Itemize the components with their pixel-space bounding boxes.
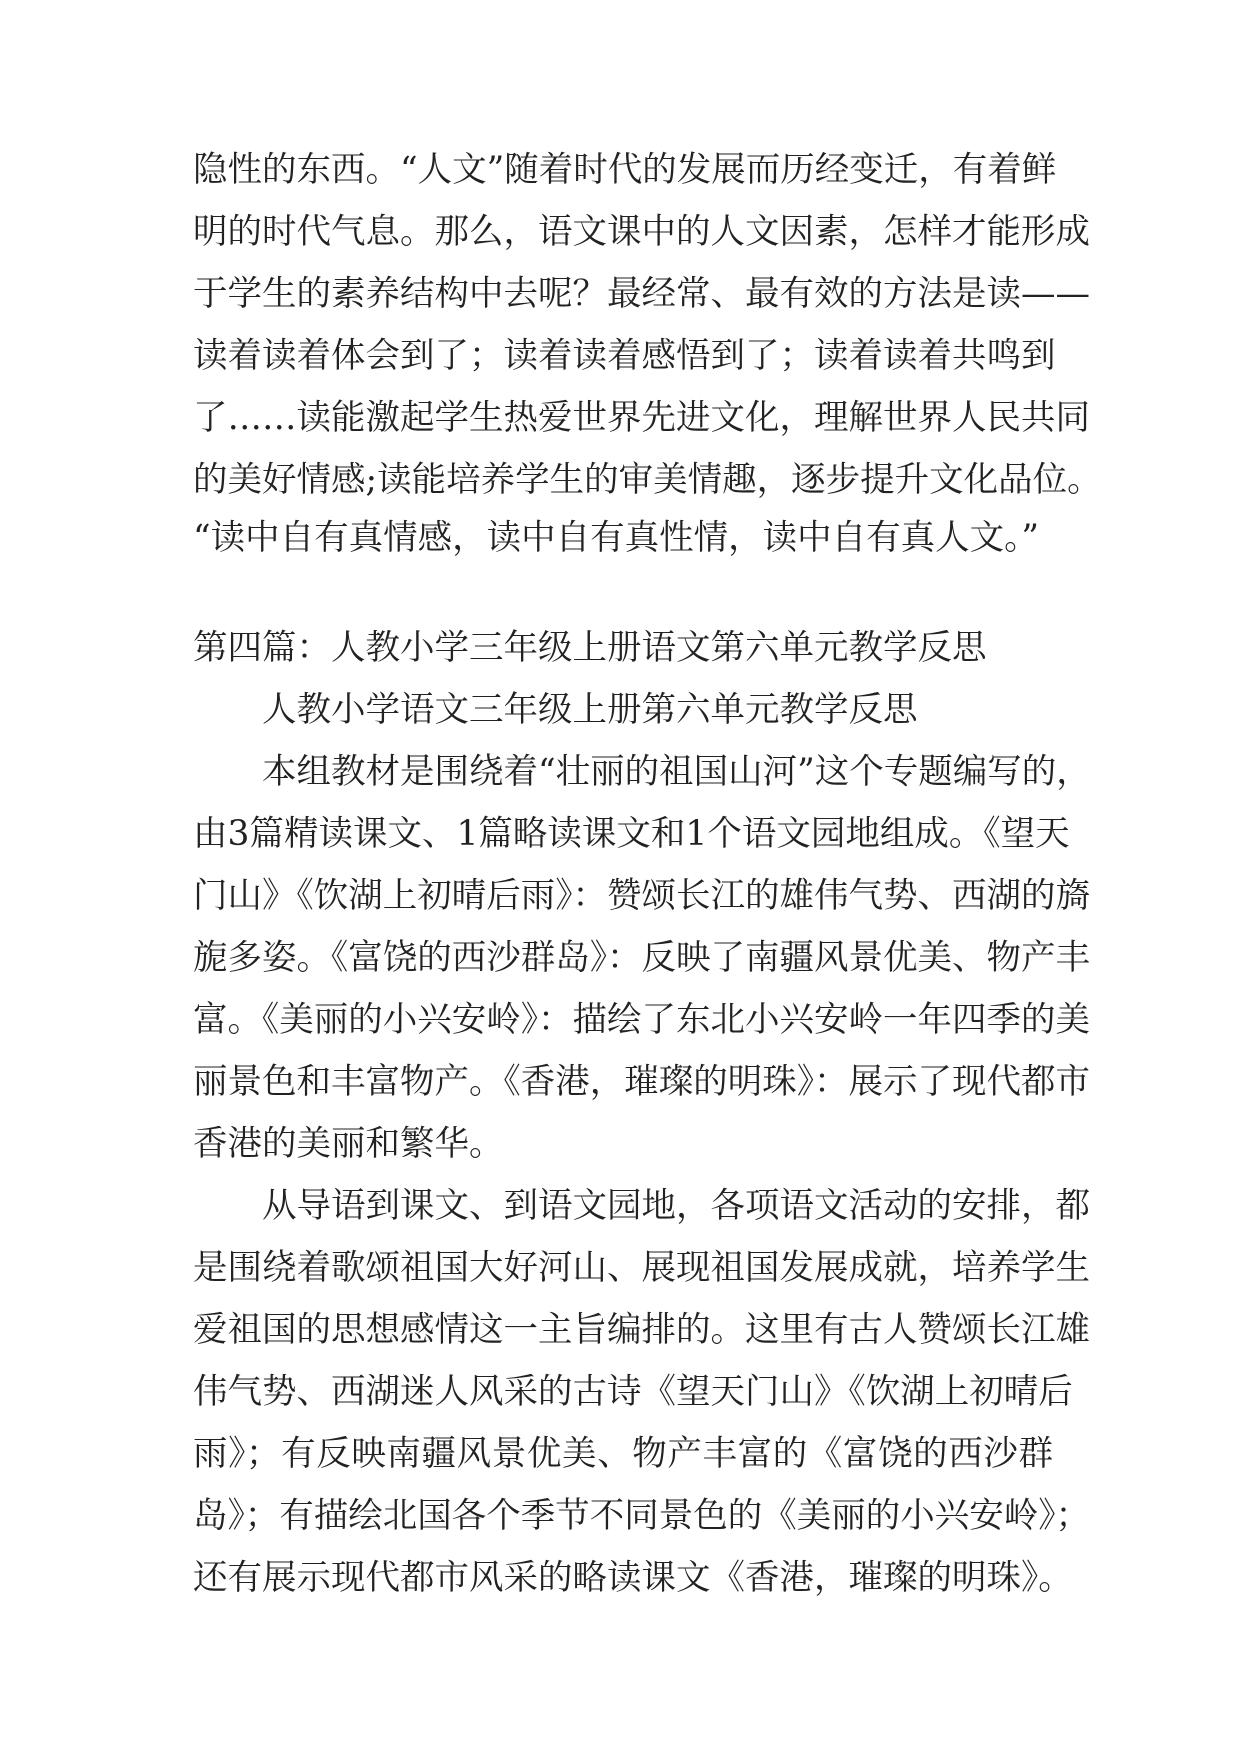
body-text-line: 富。《美丽的小兴安岭》：描绘了东北小兴安岭一年四季的美 bbox=[193, 1000, 1090, 1040]
body-text-line: 明的时代气息。那么，语文课中的人文因素，怎样才能形成 bbox=[193, 212, 1090, 252]
body-text-line: “读中自有真情感，读中自有真性情，读中自有真人文。” bbox=[193, 518, 1040, 558]
body-text-line: 的美好情感;读能培养学生的审美情趣，逐步提升文化品位。 bbox=[193, 460, 1102, 500]
body-text-line: 香港的美丽和繁华。 bbox=[193, 1124, 504, 1164]
article-subtitle: 人教小学语文三年级上册第六单元教学反思 bbox=[262, 690, 918, 730]
body-text-line: 岛》；有描绘北国各个季节不同景色的《美丽的小兴安岭》； bbox=[193, 1496, 1090, 1536]
body-text-line: 丽景色和丰富物产。《香港，璀璨的明珠》：展示了现代都市 bbox=[193, 1062, 1090, 1102]
article-heading: 第四篇：人教小学三年级上册语文第六单元教学反思 bbox=[193, 628, 987, 668]
body-text-line: 于学生的素养结构中去呢？最经常、最有效的方法是读—— bbox=[193, 274, 1090, 314]
body-text-line: 爱祖国的思想感情这一主旨编排的。这里有古人赞颂长江雄 bbox=[193, 1310, 1090, 1350]
body-text-line: 门山》《饮湖上初晴后雨》：赞颂长江的雄伟气势、西湖的旖 bbox=[193, 876, 1090, 916]
body-text-line: 还有展示现代都市风采的略读课文《香港，璀璨的明珠》。 bbox=[193, 1558, 1073, 1598]
body-text-line: 本组教材是围绕着“壮丽的祖国山河”这个专题编写的， bbox=[262, 752, 1091, 792]
body-text-line: 隐性的东西。“人文”随着时代的发展而历经变迁，有着鲜 bbox=[193, 150, 1057, 190]
body-text-line: 由3篇精读课文、1篇略读课文和1个语文园地组成。《望天 bbox=[193, 814, 1070, 854]
body-text-line: 读着读着体会到了；读着读着感悟到了；读着读着共鸣到 bbox=[193, 336, 1056, 376]
body-text-line: 是围绕着歌颂祖国大好河山、展现祖国发展成就，培养学生 bbox=[193, 1248, 1090, 1288]
body-text-line: 旎多姿。《富饶的西沙群岛》：反映了南疆风景优美、物产丰 bbox=[193, 938, 1090, 978]
body-text-line: 雨》；有反映南疆风景优美、物产丰富的《富饶的西沙群 bbox=[193, 1434, 1053, 1474]
body-text-line: 从导语到课文、到语文园地，各项语文活动的安排，都 bbox=[262, 1186, 1090, 1226]
body-text-line: 了……读能激起学生热爱世界先进文化，理解世界人民共同 bbox=[193, 398, 1090, 438]
body-text-line: 伟气势、西湖迷人风采的古诗《望天门山》《饮湖上初晴后 bbox=[193, 1372, 1073, 1412]
